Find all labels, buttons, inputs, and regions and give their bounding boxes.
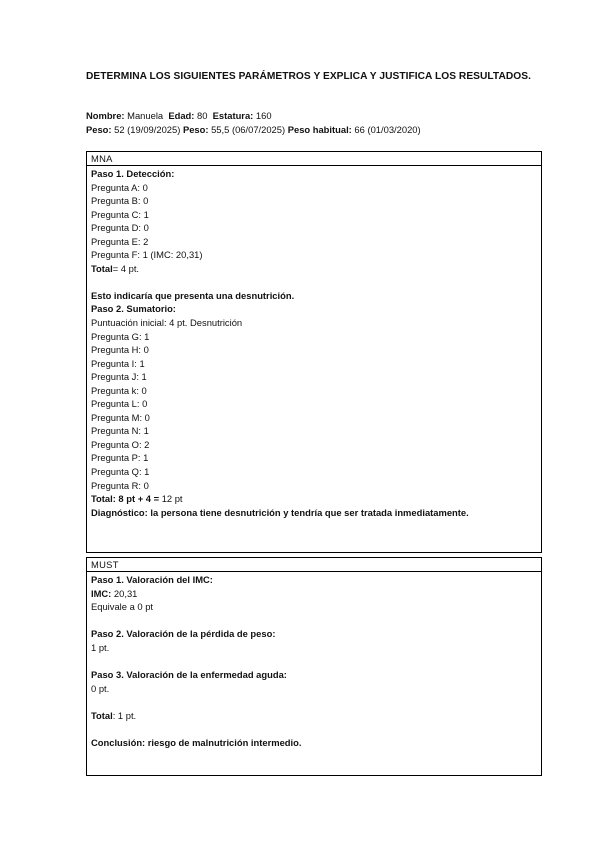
pregunta-j: Pregunta J: 1: [91, 371, 147, 383]
pregunta-f: Pregunta F: 1 (IMC: 20,31): [91, 249, 203, 261]
pregunta-r: Pregunta R: 0: [91, 479, 149, 491]
patient-info-line-1: [86, 109, 272, 122]
peso1-value: 52 (19/09/2025): [114, 124, 181, 135]
must-paso3: Paso 3. Valoración de la enfermedad aguda:: [91, 669, 287, 681]
conclusion-label: Conclusión:: [91, 736, 146, 748]
must-paso2: Paso 2. Valoración de la pérdida de peso:: [91, 628, 276, 640]
peso-habitual-value: 66 (01/03/2020): [354, 124, 421, 135]
diagnostico-value: la persona tiene desnutrición y tendría que ser tratada inmediatamente.: [150, 506, 469, 518]
mna-body: [87, 166, 541, 519]
estatura-value: 160: [255, 110, 272, 121]
peso1-label: Peso:: [86, 124, 112, 135]
mna-total-final: [91, 492, 541, 506]
pregunta-a: Pregunta A: 0: [91, 181, 148, 193]
nombre-value: Manuela: [127, 110, 164, 121]
conclusion-value: riesgo de malnutrición intermedio.: [147, 736, 302, 748]
pregunta-m: Pregunta M: 0: [91, 411, 150, 423]
diagnostico-label: Diagnóstico:: [91, 506, 148, 518]
mna-paso1: Paso 1. Detección:: [91, 168, 175, 179]
pregunta-p: Pregunta P: 1: [91, 452, 149, 464]
pregunta-h: Pregunta H: 0: [91, 344, 149, 356]
estatura-label: Estatura:: [212, 110, 254, 121]
total1-label: Total: [91, 262, 113, 274]
pregunta-c: Pregunta C: 1: [91, 208, 149, 220]
peso2-label: Peso:: [182, 124, 209, 135]
patient-info-line-2: [86, 123, 421, 136]
total2-value: 12 pt: [161, 493, 183, 505]
pregunta-n: Pregunta N: 1: [91, 425, 149, 437]
must-conclusion: [91, 736, 541, 750]
must-total-value: : 1 pt.: [112, 709, 137, 721]
pregunta-d: Pregunta D: 0: [91, 222, 149, 234]
must-paso1: Paso 1. Valoración del IMC:: [91, 574, 213, 585]
nombre-label: Nombre:: [86, 110, 125, 121]
must-total: [91, 709, 541, 723]
pregunta-l: Pregunta L: 0: [91, 398, 148, 410]
must-equivale: Equivale a 0 pt: [91, 601, 154, 613]
mna-indicacion: Esto indicaría que presenta una desnutrición.: [91, 289, 295, 301]
mna-total-deteccion: [91, 262, 541, 276]
total1-value: = 4 pt.: [112, 262, 140, 274]
pregunta-q: Pregunta Q: 1: [91, 466, 150, 478]
total2-label: Total: 8 pt + 4 =: [91, 493, 160, 505]
peso2-value: 55,5 (06/07/2025): [211, 124, 286, 135]
pregunta-g: Pregunta G: 1: [91, 330, 150, 342]
must-header: MUST: [87, 558, 541, 572]
edad-value: 80: [197, 110, 208, 121]
mna-paso2: Paso 2. Sumatorio:: [91, 303, 176, 315]
mna-header: MNA: [87, 152, 541, 166]
pregunta-e: Pregunta E: 2: [91, 235, 149, 247]
must-paso3-value: 0 pt.: [91, 682, 110, 694]
pregunta-o: Pregunta O: 2: [91, 438, 150, 450]
imc-value: 20,31: [113, 587, 138, 599]
edad-label: Edad:: [168, 110, 195, 121]
pregunta-k: Pregunta k: 0: [91, 384, 147, 396]
puntuacion-inicial: Puntuación inicial: 4 pt. Desnutrición: [91, 317, 243, 329]
mna-table: [86, 151, 542, 553]
must-paso2-value: 1 pt.: [91, 641, 110, 653]
mna-diagnostico: [91, 506, 541, 520]
peso-habitual-label: Peso habitual:: [287, 124, 352, 135]
must-body: [87, 572, 541, 750]
must-table: [86, 557, 542, 776]
pregunta-b: Pregunta B: 0: [91, 195, 149, 207]
must-total-label: Total: [91, 709, 113, 721]
must-imc: [91, 587, 541, 601]
imc-label: IMC:: [91, 587, 112, 599]
pregunta-i: Pregunta I: 1: [91, 357, 145, 369]
document-title: DETERMINA LOS SIGUIENTES PARÁMETROS Y EXPLICA Y JUSTIFICA LOS RESULTADOS.: [86, 71, 531, 82]
